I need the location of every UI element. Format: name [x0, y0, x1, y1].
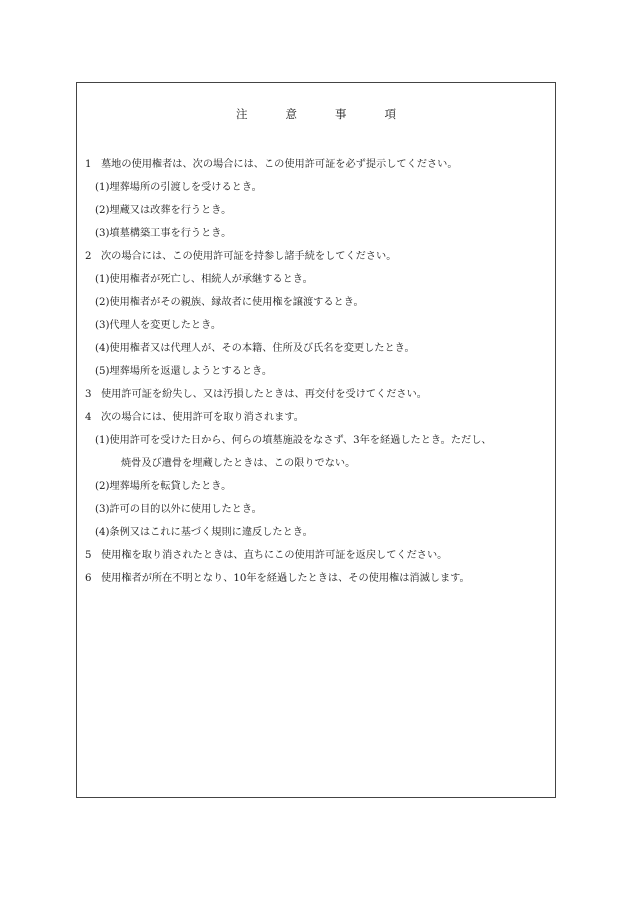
item-text: 使用許可証を紛失し、又は汚損したときは、再交付を受けてください。 [101, 389, 427, 400]
item-text: 使用権者が所在不明となり、10年を経過したときは、その使用権は消滅します。 [101, 573, 470, 584]
title-char: 意 [285, 107, 297, 121]
sub-item: (1)埋葬場所の引渡しを受けるとき。 [95, 182, 262, 193]
item-text: 使用権を取り消されたときは、直ちにこの使用許可証を返戻してください。 [101, 550, 448, 561]
list-item [85, 153, 551, 176]
item-number: 6 [85, 573, 92, 584]
sub-item: (4)使用権者又は代理人が、その本籍、住所及び氏名を変更したとき。 [95, 343, 415, 354]
title-char: 項 [384, 107, 396, 121]
list-item [85, 544, 551, 567]
sub-item: (1)使用許可を受けた日から、何らの墳墓施設をなさず、3年を経過したとき。ただし、 [95, 435, 492, 446]
sub-item: (3)墳墓構築工事を行うとき。 [95, 228, 232, 239]
list-item [85, 567, 551, 590]
sub-item: (4)条例又はこれに基づく規則に違反したとき。 [95, 527, 313, 538]
notice-title [77, 107, 555, 121]
title-char: 事 [335, 107, 347, 121]
sub-item: (3)許可の目的以外に使用したとき。 [95, 504, 262, 515]
list-item [85, 406, 551, 429]
title-char: 注 [236, 107, 248, 121]
item-number: 4 [85, 412, 92, 423]
sub-item: (2)埋蔵又は改葬を行うとき。 [95, 205, 232, 216]
list-item [85, 383, 551, 406]
item-number: 3 [85, 389, 92, 400]
item-text: 墓地の使用権者は、次の場合には、この使用許可証を必ず提示してください。 [101, 159, 458, 170]
sub-item: (3)代理人を変更したとき。 [95, 320, 222, 331]
sub-item-continuation: 焼骨及び遺骨を埋蔵したときは、この限りでない。 [121, 458, 356, 469]
item-text: 次の場合には、この使用許可証を持参し諸手続をしてください。 [101, 251, 397, 262]
sub-item: (2)埋葬場所を転貸したとき。 [95, 481, 232, 492]
sub-item: (5)埋葬場所を返還しようとするとき。 [95, 366, 273, 377]
sub-item: (1)使用権者が死亡し、相続人が承継するとき。 [95, 274, 313, 285]
notice-list [85, 153, 551, 590]
list-item [85, 245, 551, 268]
item-number: 5 [85, 550, 92, 561]
item-text: 次の場合には、使用許可を取り消されます。 [101, 412, 304, 423]
item-number: 2 [85, 251, 92, 262]
sub-item: (2)使用権者がその親族、縁故者に使用権を譲渡するとき。 [95, 297, 364, 308]
notice-frame [76, 82, 556, 798]
item-number: 1 [85, 159, 92, 170]
